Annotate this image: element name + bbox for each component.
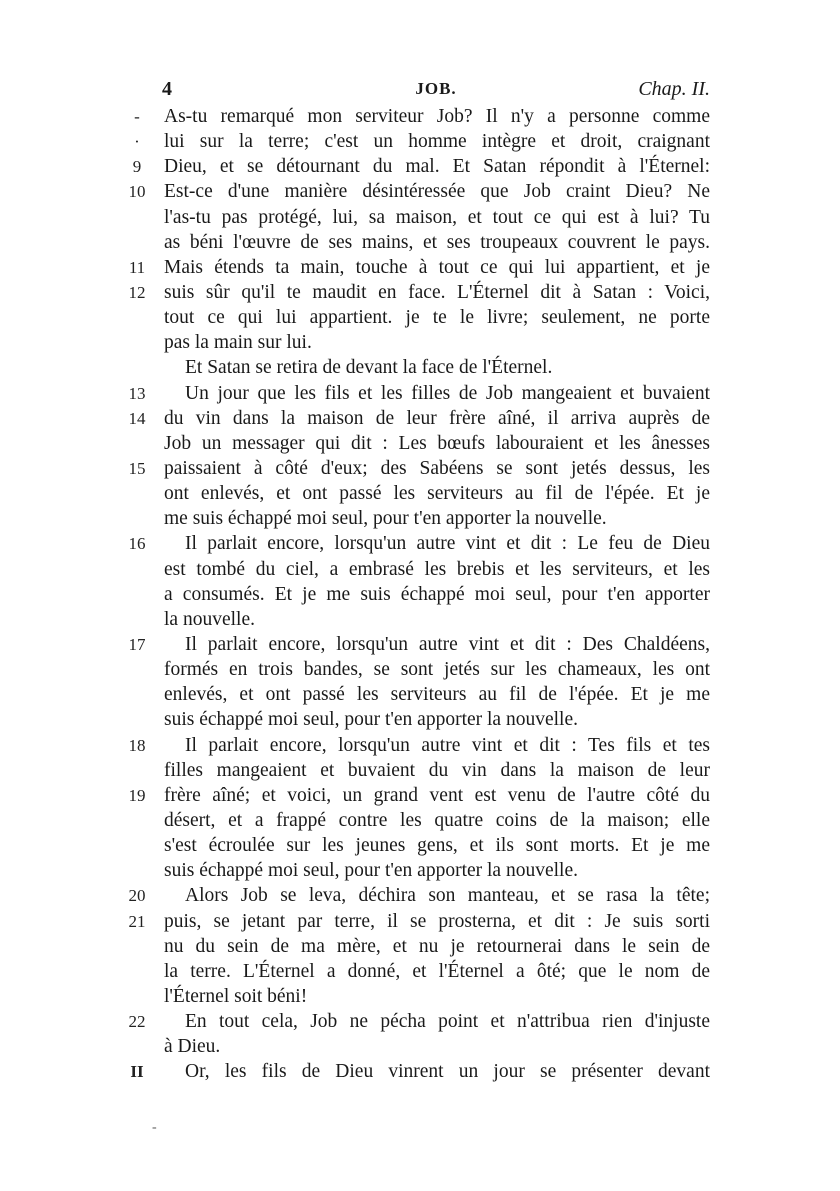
text-line [0,758,840,783]
text-line [0,255,840,280]
verse-number: 16 [128,534,146,554]
line-text: l'as-tu pas protégé, lui, sa maison, et tout ce qui est à lui? Tu [164,206,710,228]
line-text: enlevés, et ont passé les serviteurs au fil de l'épée. Et je me [164,684,710,706]
text-line [0,280,840,305]
verse-number: 19 [128,785,146,805]
line-text: Dieu, et se détournant du mal. Et Satan répondit à l'Éternel: [164,156,710,178]
text-line [0,909,840,934]
text-line [0,607,840,632]
text-line [0,733,840,758]
text-line [0,783,840,808]
line-text: Alors Job se leva, déchira son manteau, et se rasa la tête; [185,885,710,907]
line-text: Job un messager qui dit : Les bœufs labouraient et les ânesses [164,432,710,454]
verse-number: 9 [132,157,142,177]
text-line [0,1034,840,1059]
text-line [0,129,840,154]
line-text: la terre. L'Éternel a donné, et l'Éternel a ôté; que le nom de [164,960,710,982]
verse-number: 13 [128,383,146,403]
verse-number: 10 [128,182,146,202]
line-text: formés en trois bandes, se sont jetés sur les chameaux, les ont [164,659,710,681]
text-line [0,104,840,129]
line-text: As-tu remarqué mon serviteur Job? Il n'y a personne comme [164,106,710,127]
text-line [0,707,840,732]
text-line [0,205,840,230]
verse-number: 18 [128,735,146,755]
text-line [0,531,840,556]
line-text: Mais étends ta main, touche à tout ce qui lui appartient, et je [164,256,710,278]
text-line [0,959,840,984]
line-text: Or, les fils de Dieu vinrent un jour se présenter devant [185,1061,710,1083]
line-text: suis échappé moi seul, pour t'en apporter la nouvelle. [164,709,578,731]
line-text: à Dieu. [164,1036,221,1058]
page-number: 4 [162,78,172,100]
line-text: désert, et a frappé contre les quatre coins de la maison; elle [164,809,710,831]
text-line [0,582,840,607]
text-line [0,481,840,506]
text-line [0,1059,840,1084]
footer-mark: - [152,1120,157,1135]
line-text: Est-ce d'une manière désintéressée que Job craint Dieu? Ne [164,181,710,203]
line-text: s'est écroulée sur les jeunes gens, et ils sont morts. Et je me [164,835,710,857]
line-text: Il parlait encore, lorsqu'un autre vint et dit : Tes fils et tes [185,734,710,756]
line-text: l'Éternel soit béni! [164,985,308,1007]
text-line [0,984,840,1009]
line-text: tout ce qui lui appartient. je te le livre; seulement, ne porte [164,307,710,329]
verse-number: - [134,107,140,126]
line-text: ont enlevés, et ont passé les serviteurs au fil de l'épée. Et je [164,483,710,505]
text-line [0,330,840,355]
text-line [0,632,840,657]
text-line [0,406,840,431]
line-text: Et Satan se retira de devant la face de l'Éternel. [185,357,553,379]
verse-number: 11 [128,257,146,277]
line-text: puis, se jetant par terre, il se prosterna, et dit : Je suis sorti [164,910,710,932]
line-text: suis sûr qu'il te maudit en face. L'Éternel dit à Satan : Voici, [164,281,710,303]
text-line [0,230,840,255]
line-text: du vin dans la maison de leur frère aîné, il arriva auprès de [164,407,710,429]
verse-number: 20 [128,886,146,906]
chapter-number: II [130,1062,144,1082]
text-line [0,808,840,833]
body-text [0,104,840,1084]
line-text: as béni l'œuvre de ses mains, et ses troupeaux couvrent le pays. [164,231,710,253]
book-title: JOB. [415,79,457,98]
text-line [0,934,840,959]
verse-number: 15 [128,458,146,478]
line-text: a consumés. Et je me suis échappé moi seul, pour t'en apporter [164,583,710,605]
line-text: me suis échappé moi seul, pour t'en apporter la nouvelle. [164,508,607,530]
page-header [162,74,710,104]
text-line [0,833,840,858]
text-line [0,506,840,531]
text-line [0,883,840,908]
text-line [0,1009,840,1034]
verse-number: 21 [128,911,146,931]
line-text: En tout cela, Job ne pécha point et n'attribua rien d'injuste [185,1011,710,1033]
chapter-label: Chap. II. [638,78,710,100]
line-text: frère aîné; et voici, un grand vent est venu de l'autre côté du [164,784,710,806]
text-line [0,557,840,582]
verse-number: 12 [128,282,146,302]
text-line [0,682,840,707]
text-line [0,355,840,380]
verse-number: 14 [128,408,146,428]
line-text: paissaient à côté d'eux; des Sabéens se sont jetés dessus, les [164,457,710,479]
line-text: est tombé du ciel, a embrasé les brebis et les serviteurs, et les [164,558,710,580]
text-line [0,305,840,330]
line-text: filles mangeaient et buvaient du vin dans la maison de leur [164,759,710,781]
verse-number: 22 [128,1012,146,1032]
verse-number: 17 [128,634,146,654]
line-text: pas la main sur lui. [164,332,312,354]
line-text: suis échappé moi seul, pour t'en apporter la nouvelle. [164,860,578,882]
line-text: Il parlait encore, lorsqu'un autre vint et dit : Des Chaldéens, [185,633,710,655]
text-line [0,154,840,179]
text-line [0,381,840,406]
line-text: la nouvelle. [164,608,255,630]
line-text: Il parlait encore, lorsqu'un autre vint et dit : Le feu de Dieu [185,533,710,555]
line-text: lui sur la terre; c'est un homme intègre et droit, craignant [164,131,710,153]
text-line [0,431,840,456]
text-line [0,657,840,682]
text-line [0,858,840,883]
line-text: nu du sein de ma mère, et nu je retournerai dans le sein de [164,935,710,957]
text-line [0,456,840,481]
text-line [0,179,840,204]
verse-number: · [134,132,140,152]
line-text: Un jour que les fils et les filles de Job mangeaient et buvaient [185,382,710,404]
